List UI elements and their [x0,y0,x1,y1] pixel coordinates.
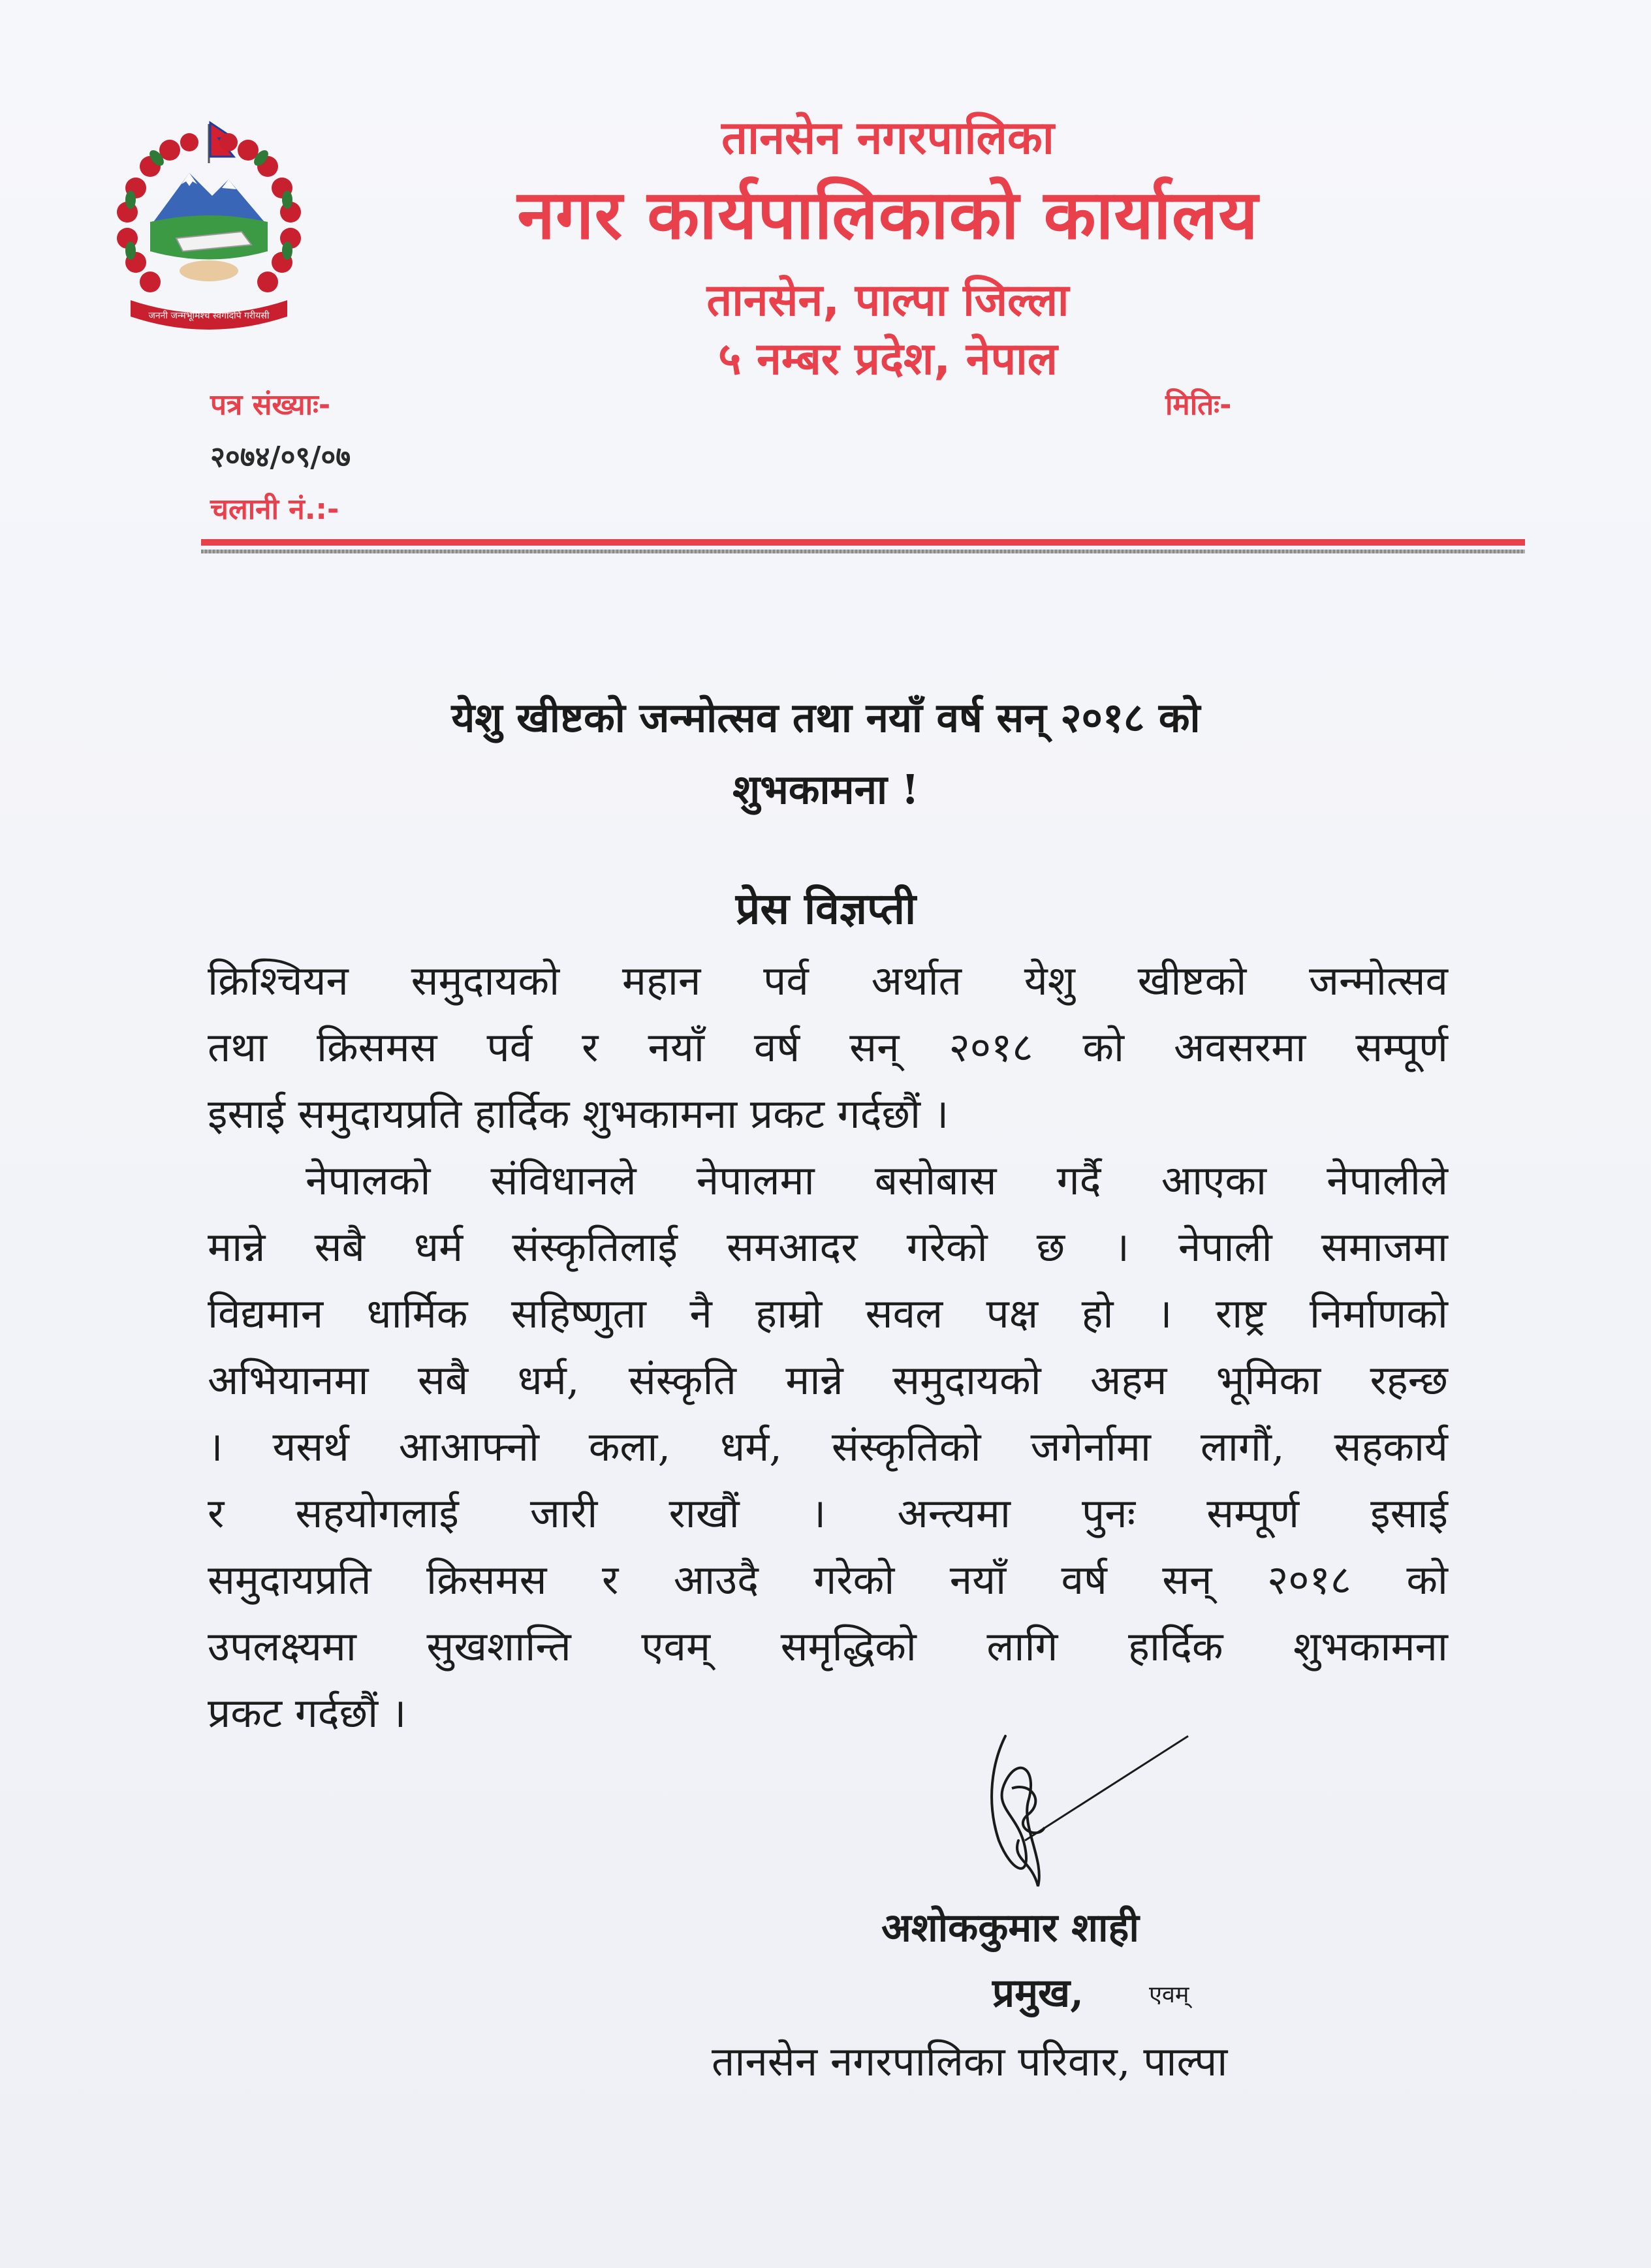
signatory-name: अशोककुमार शाही [881,1905,1139,1951]
office-name: नगर कार्यपालिकाको कार्यालय [517,175,1259,255]
press-release-heading: प्रेस विज्ञप्ती [735,884,917,934]
province-name: ५ नम्बर प्रदेश, नेपाल [718,334,1058,385]
body-line: विद्यमान धार्मिक सहिष्णुता नै हाम्रो सवल पक्ष हो । राष्ट्र निर्माणको [208,1290,1448,1337]
header-divider-grey [201,550,1525,553]
notice-title-line-1: येशु खीष्टको जन्मोत्सव तथा नयाँ वर्ष सन् २०१८ को [451,694,1201,741]
date-label: मितिः- [1165,388,1232,422]
signatory-role-suffix: एवम् [1149,1981,1189,2008]
signature-image [966,1710,1214,1906]
municipality-name: तानसेन नगरपालिका [721,111,1054,164]
signatory-role: प्रमुख, [992,1970,1084,2016]
header-divider-red [201,539,1525,546]
body-line: मान्ने सबै धर्म संस्कृतिलाई समआदर गरेको छ । नेपाली समाजमा [208,1223,1448,1271]
body-line: इसाई समुदायप्रति हार्दिक शुभकामना प्रकट गर्दछौं । [208,1090,949,1138]
nepal-coat-of-arms-icon [91,111,339,346]
body-line: तथा क्रिसमस पर्व र नयाँ वर्ष सन् २०१८ को अवसरमा सम्पूर्ण [208,1023,1448,1071]
svg-text:जननी जन्मभूमिश्च स्वर्गादपि गर: जननी जन्मभूमिश्च स्वर्गादपि गरीयसी [148,311,270,321]
body-line: प्रकट गर्दछौं । [208,1689,407,1737]
body-line: क्रिश्चियन समुदायको महान पर्व अर्थात येशु खीष्टको जन्मोत्सव [208,957,1448,1004]
body-line: अभियानमा सबै धर्म, संस्कृति मान्ने समुदायको अहम भूमिका रहन्छ [208,1356,1448,1404]
notice-title [261,682,1391,826]
dispatch-number-label: चलानी नं.:- [210,493,339,526]
signatory-organization: तानसेन नगरपालिका परिवार, पाल्पा [712,2038,1228,2085]
body-line: । यसर्थ आआफ्नो कला, धर्म, संस्कृतिको जगेर्नामा लागौं, सहकार्य [208,1423,1448,1470]
office-location: तानसेन, पाल्पा जिल्ला [706,275,1069,326]
body-line: नेपालको संविधानले नेपालमा बसोबास गर्दै आएका नेपालीले [306,1157,1448,1204]
body-line: उपलक्ष्यमा सुखशान्ति एवम् समृद्धिको लागि हार्दिक शुभकामना [208,1623,1448,1670]
letter-number-label: पत्र संख्याः- [210,388,331,422]
body-line: र सहयोगलाई जारी राखौं । अन्त्यमा पुनः सम्पूर्ण इसाई [208,1489,1448,1537]
press-release-body [208,948,1448,1747]
letter-date: २०७४/०९/०७ [210,441,351,474]
notice-title-line-2: शुभकामना ! [732,766,919,813]
body-line: समुदायप्रति क्रिसमस र आउदै गरेको नयाँ वर्ष सन् २०१८ को [208,1556,1448,1604]
